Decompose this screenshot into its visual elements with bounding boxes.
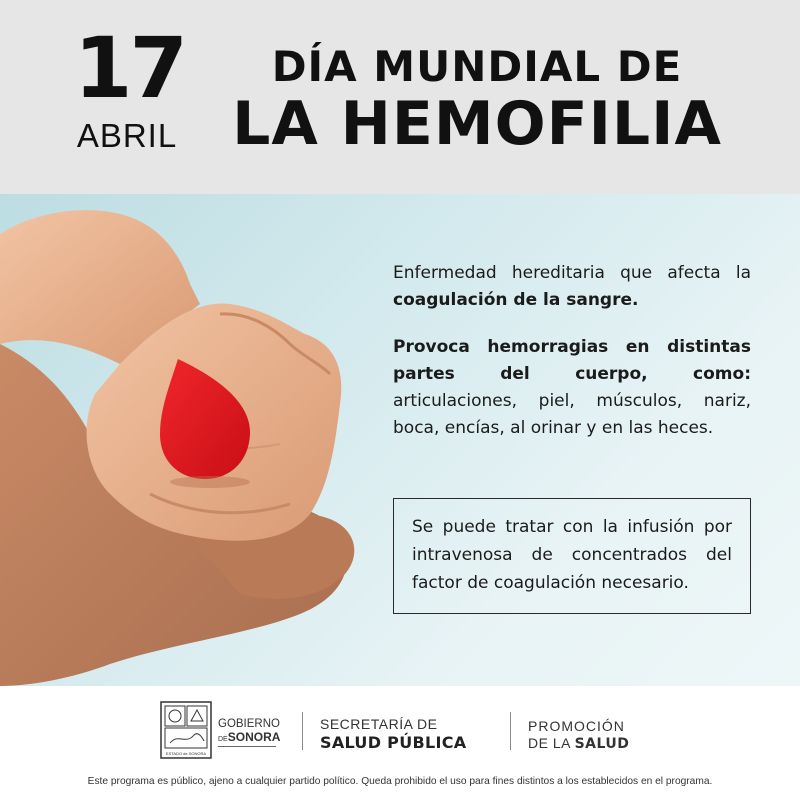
sonora-label: DESONORA: [218, 730, 281, 744]
footer-divider: [302, 712, 303, 750]
salud-publica-label: SALUD PÚBLICA: [320, 733, 467, 752]
secretaria-label: SECRETARÍA DE: [320, 716, 438, 732]
gobierno-sonora-logo: [218, 718, 280, 746]
header: [0, 0, 800, 194]
info-p2-bold: Provoca hemorragias en distintas partes del cuerpo, como:: [393, 337, 751, 384]
treatment-text: Se puede tratar con la infusión por intravenosa de concentrados del factor de coagulación necesario.: [412, 517, 732, 593]
gobierno-label: GOBIERNO: [218, 718, 280, 730]
treatment-box: [393, 498, 751, 614]
info-paragraph-1: [393, 260, 751, 314]
date-month: ABRIL: [76, 117, 178, 154]
footer: [0, 686, 800, 800]
info-p2-text: articulaciones, piel, músculos, nariz, boca, encías, al orinar y en las heces.: [393, 391, 751, 438]
date-day: 17: [74, 19, 185, 117]
info-p1-bold: coagulación de la sangre.: [393, 290, 639, 310]
info-p1-text: Enfermedad hereditaria que afecta la: [393, 263, 751, 283]
info-text: [393, 260, 751, 442]
seal-caption: ESTADO de SONORA: [165, 751, 207, 756]
footer-divider: [510, 712, 511, 750]
gobierno-underline: [218, 746, 276, 747]
title-line-1: DÍA MUNDIAL DE: [271, 42, 683, 91]
title-line-2: LA HEMOFILIA: [232, 89, 722, 159]
promocion-label: PROMOCIÓN: [528, 718, 625, 734]
sonora-seal-icon: [160, 701, 212, 759]
hands-holding-drop-illustration: [0, 194, 400, 686]
disclaimer-text: Este programa es público, ajeno a cualquier partido político. Queda prohibido el uso para fines distintos a los establecidos en el programa.: [87, 776, 713, 787]
info-paragraph-2: [393, 334, 751, 442]
de-la-salud-label: DE LA SALUD: [528, 735, 630, 752]
